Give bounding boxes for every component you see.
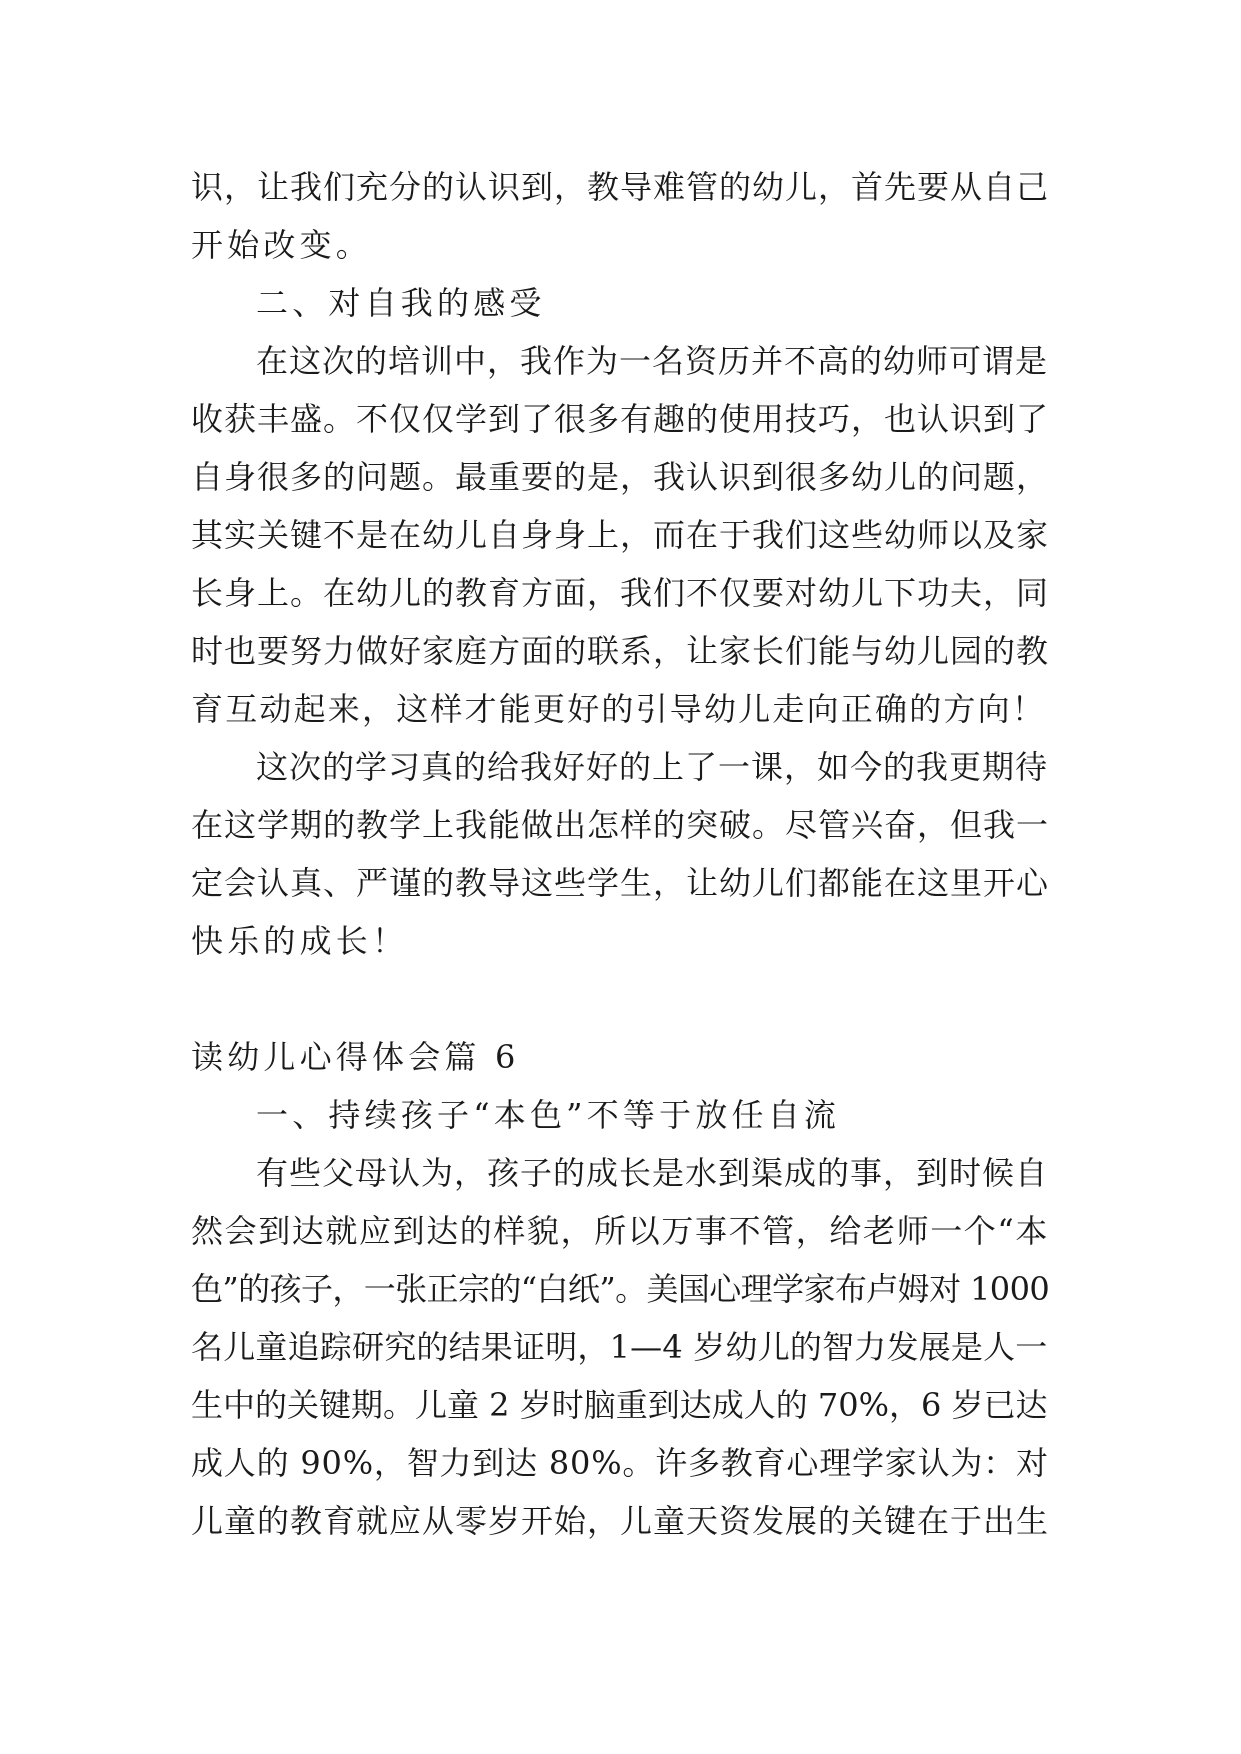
text-line: 生中的关键期。儿童 2 岁时脑重到达成人的 70%，6 岁已达 [191,1386,1048,1424]
text-line: 时也要努力做好家庭方面的联系，让家长们能与幼儿园的教 [191,632,1050,670]
text-line: 在这学期的教学上我能做出怎样的突破。尽管兴奋，但我一 [191,806,1050,844]
article-title: 读幼儿心得体会篇 6 [191,1038,520,1076]
text-line: 长身上。在幼儿的教育方面，我们不仅要对幼儿下功夫，同 [191,574,1050,612]
text-line: 儿童的教育就应从零岁开始，儿童天资发展的关键在于出生 [191,1502,1050,1540]
text-line: 成人的 90%，智力到达 80%。许多教育心理学家认为：对 [191,1444,1049,1482]
text-line: 收获丰盛。不仅仅学到了很多有趣的使用技巧，也认识到了 [191,400,1050,438]
text-line: 色”的孩子，一张正宗的“白纸”。美国心理学家布卢姆对 1000 [191,1270,1050,1308]
text-line: 然会到达就应到达的样貌，所以万事不管，给老师一个“本 [191,1212,1049,1250]
text-line: 自身很多的问题。最重要的是，我认识到很多幼儿的问题， [191,458,1050,496]
text-line: 这次的学习真的给我好好的上了一课，如今的我更期待 [256,748,1049,786]
section-heading: 一、持续孩子“本色”不等于放任自流 [256,1096,841,1134]
text-line: 开始改变。 [191,226,373,264]
text-line: 有些父母认为，孩子的成长是水到渠成的事，到时候自 [256,1154,1049,1192]
section-heading: 二、对自我的感受 [256,284,546,322]
text-line: 名儿童追踪研究的结果证明，1—4 岁幼儿的智力发展是人一 [191,1328,1048,1366]
text-line: 在这次的培训中，我作为一名资历并不高的幼师可谓是 [256,342,1049,380]
text-line: 其实关键不是在幼儿自身身上，而在于我们这些幼师以及家 [191,516,1050,554]
text-line: 定会认真、严谨的教导这些学生，让幼儿们都能在这里开心 [191,864,1050,902]
text-line: 识，让我们充分的认识到，教导难管的幼儿，首先要从自己 [191,168,1050,206]
text-line: 育互动起来，这样才能更好的引导幼儿走向正确的方向！ [191,690,1047,728]
text-line: 快乐的成长！ [191,922,409,960]
